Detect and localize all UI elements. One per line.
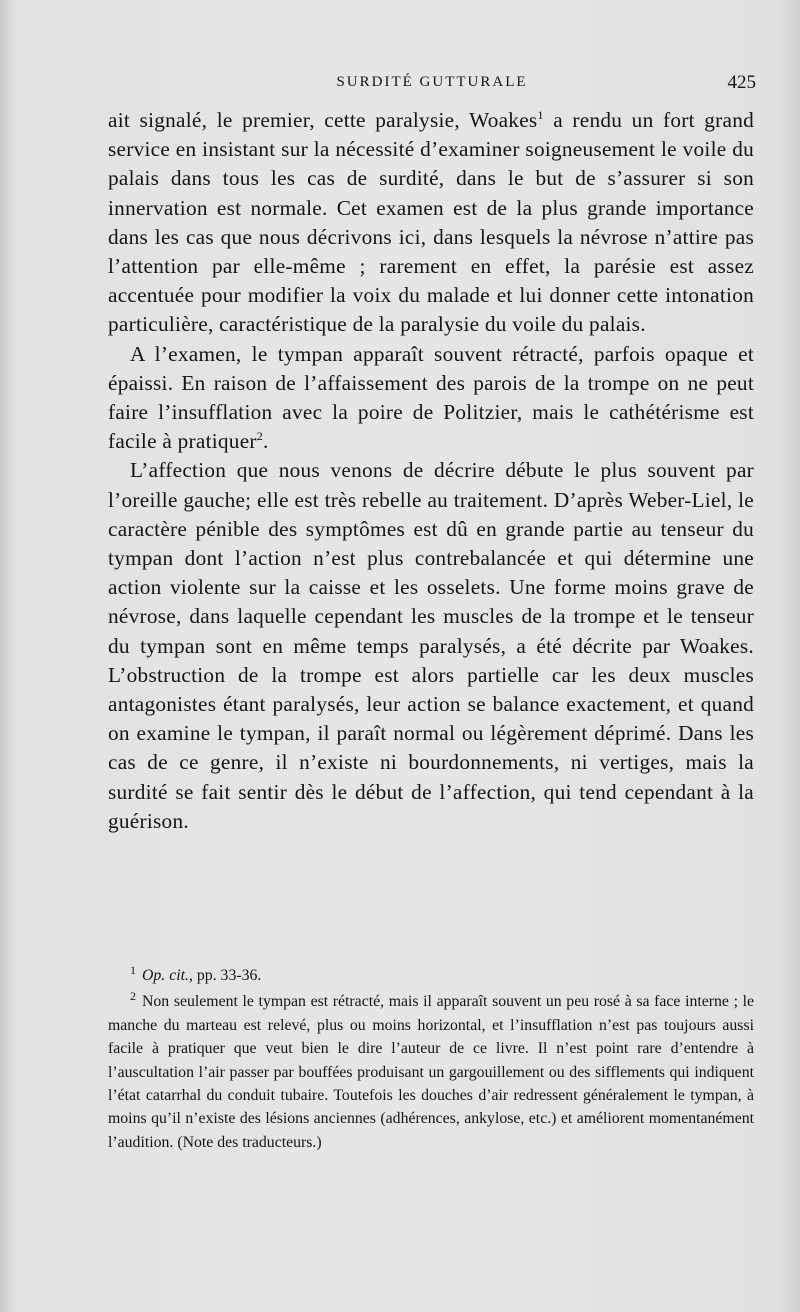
footnote-1-citation: Op. cit. (142, 967, 189, 984)
footnote-1 (108, 964, 754, 987)
footnote-2 (108, 990, 754, 1154)
page-number: 425 (727, 72, 756, 93)
paragraph-1-text-b: a rendu un fort grand service en insistant sur la nécessité d’examiner soigneusement le voile du palais dans tous les cas de surdité, dans le but de s’assurer si son innervation est normale. Cet examen est de la plus grande importance dans les cas que nous décrivons ici, dans lesquels la névrose n’attire pas l’attention par elle-même ; rarement en effet, la parésie est assez accentuée pour modifier la voix du malade et lui donner cette intonation particulière, caractéristique de la paralysie du voile du palais. (108, 108, 754, 337)
footnotes (108, 964, 754, 1154)
footnote-2-marker: 2 (130, 989, 136, 1004)
footnote-ref-1: 1 (537, 107, 544, 122)
running-title: SURDITÉ GUTTURALE (336, 74, 528, 90)
paragraph-1 (108, 106, 754, 340)
footnote-1-text: , pp. 33-36. (188, 967, 262, 984)
paragraph-2 (108, 340, 754, 457)
footnote-ref-2: 2 (256, 429, 264, 444)
page-header (108, 72, 756, 96)
main-text (108, 106, 754, 836)
paragraph-2-text-a: A l’examen, le tympan apparaît souvent rétracté, parfois opaque et épaissi. En raison de l’affaissement des parois de la trompe on ne peut faire l’insufflation avec la poire de Politzier, mais le cathétérisme est facile à pratiquer (108, 341, 754, 454)
paragraph-3: L’affection que nous venons de décrire débute le plus souvent par l’oreille gauche; elle est très rebelle au traitement. D’après Weber-Liel, le caractère pénible des symptômes est dû en grande partie au tenseur du tympan dont l’action n’est plus contrebalancée et qui détermine une action violente sur la caisse et les osselets. Une forme moins grave de névrose, dans laquelle cependant les muscles de la trompe et le tenseur du tympan sont en même temps paralysés, a été décrite par Woakes. L’obstruction de la trompe est alors partielle car les deux muscles antagonistes étant paralysés, leur action se balance exactement, et quand on examine le tympan, il paraît normal ou légèrement déprimé. Dans les cas de ce genre, il n’existe ni bourdonnements, ni vertiges, mais la surdité se fait sentir dès le début de l’affection, qui tend cependant à la guérison. (108, 458, 754, 833)
footnote-2-text: Non seulement le tympan est rétracté, mais il apparaît souvent un peu rosé à sa face interne ; le manche du marteau est relevé, plus ou moins horizontal, et l’insufflation n’est pas toujours aussi facile à pratiquer que veut bien le dire l’auteur de ce livre. Il n’est point rare d’entendre à l’auscultation l’air passer par bouffées produisant un gargouillement ou des sifflements qui indiquent l’état catarrhal du conduit tubaire. Toutefois les douches d’air redressent généralement le tympan, à moins qu’il n’existe des lésions anciennes (adhérences, ankylose, etc.) et améliorent momentanément l’audition. (Note des traducteurs.) (108, 993, 754, 1151)
paragraph-1-text-a: ait signalé, le premier, cette paralysie, Woakes (108, 108, 538, 132)
paragraph-2-text-b: . (263, 429, 269, 454)
footnote-1-marker: 1 (130, 962, 136, 977)
